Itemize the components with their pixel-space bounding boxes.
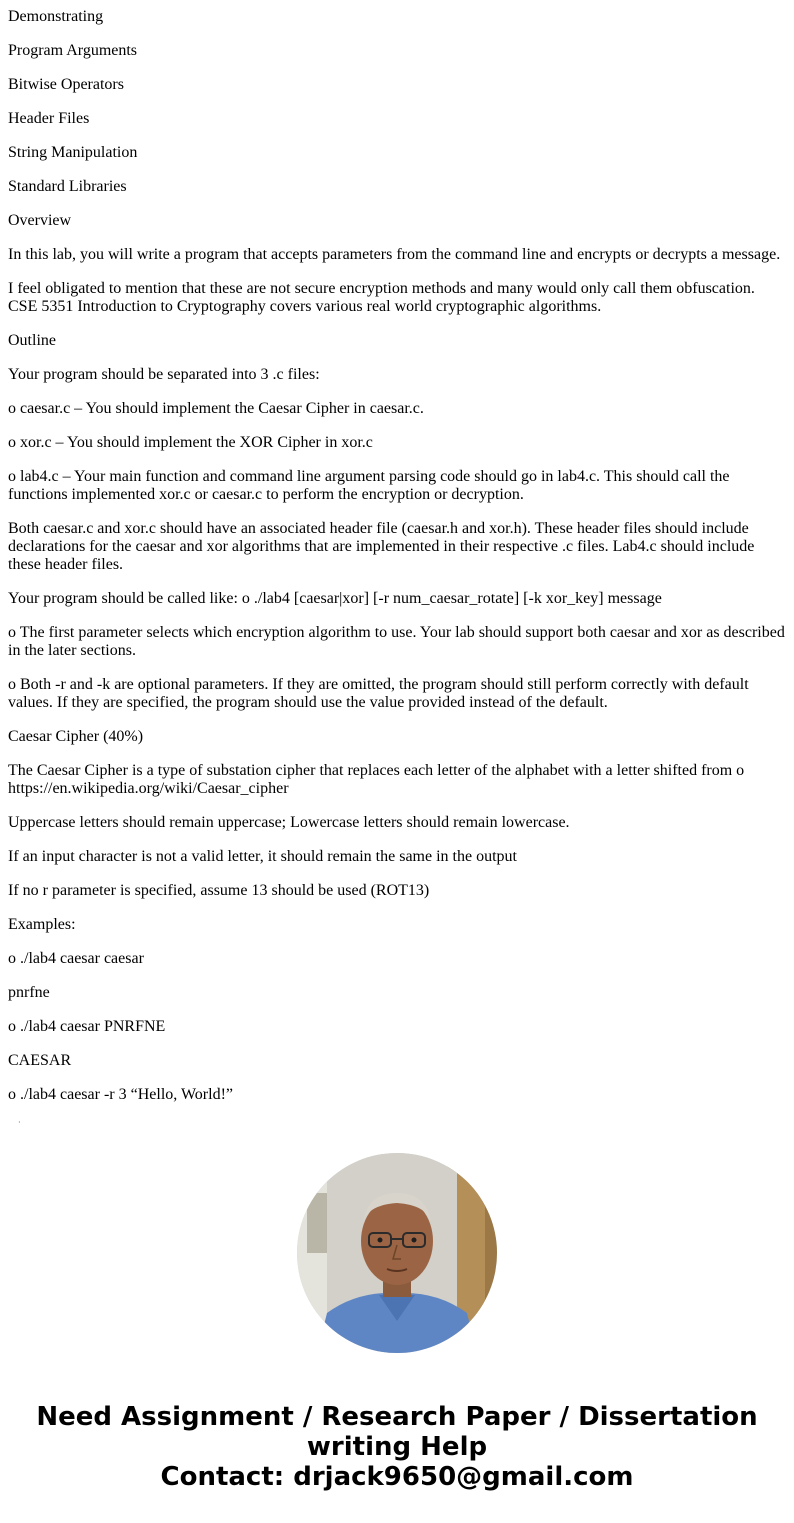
portrait-photo bbox=[297, 1153, 497, 1353]
example-command: o ./lab4 caesar PNRFNE bbox=[8, 1018, 166, 1035]
paragraph: Your program should be separated into 3 .c files: bbox=[8, 366, 320, 383]
paragraph: Demonstrating bbox=[8, 8, 104, 25]
paragraph: I feel obligated to mention that these are not secure encryption methods and many would only call them obfuscation. CSE 5351 Introduction to Cryptography covers various real world cryptographic algorithms. bbox=[8, 280, 755, 315]
list-item: o Both -r and -k are optional parameters. If they are omitted, the program should still perform correctly with default values. If they are specified, the program should use the value provided instead of the default. bbox=[8, 676, 749, 711]
paragraph: The Caesar Cipher is a type of substation cipher that replaces each letter of the alphabet with a letter shifted from o https://en.wikipedia.org/wiki/Caesar_cipher bbox=[8, 762, 745, 797]
truncated-text-fragment: · bbox=[18, 1118, 21, 1127]
paragraph: If no r parameter is specified, assume 13 should be used (ROT13) bbox=[8, 882, 430, 899]
avatar bbox=[297, 1153, 497, 1353]
paragraph: String Manipulation bbox=[8, 144, 138, 161]
example-output: pnrfne bbox=[8, 984, 50, 1001]
paragraph: If an input character is not a valid letter, it should remain the same in the output bbox=[8, 848, 517, 865]
banner-contact-email: Contact: drjack9650@gmail.com bbox=[160, 1462, 634, 1492]
paragraph: Header Files bbox=[8, 110, 90, 127]
paragraph: Examples: bbox=[8, 916, 76, 933]
example-output: CAESAR bbox=[8, 1052, 72, 1069]
banner-line-2: writing Help bbox=[306, 1432, 488, 1462]
paragraph: Your program should be called like: o ./lab4 [caesar|xor] [-r num_caesar_rotate] [-k xor_key] message bbox=[8, 590, 662, 607]
paragraph: Both caesar.c and xor.c should have an associated header file (caesar.h and xor.h). These header files should include declarations for the caesar and xor algorithms that are implemented in their respective .c files. Lab4.c should include these header files. bbox=[8, 520, 755, 573]
banner-line-1: Need Assignment / Research Paper / Dissertation bbox=[36, 1402, 758, 1432]
section-heading-caesar: Caesar Cipher (40%) bbox=[8, 728, 144, 745]
section-heading-outline: Outline bbox=[8, 332, 56, 349]
document-body bbox=[8, 0, 788, 1120]
example-command: o ./lab4 caesar caesar bbox=[8, 950, 144, 967]
section-heading-overview: Overview bbox=[8, 212, 72, 229]
paragraph: Standard Libraries bbox=[8, 178, 127, 195]
paragraph: Program Arguments bbox=[8, 42, 138, 59]
list-item: o xor.c – You should implement the XOR Cipher in xor.c bbox=[8, 434, 373, 451]
example-command: o ./lab4 caesar -r 3 “Hello, World!” bbox=[8, 1086, 233, 1103]
paragraph: Bitwise Operators bbox=[8, 76, 124, 93]
list-item: o The first parameter selects which encryption algorithm to use. Your lab should support both caesar and xor as described in the later sections. bbox=[8, 624, 785, 659]
list-item: o caesar.c – You should implement the Caesar Cipher in caesar.c. bbox=[8, 400, 424, 417]
contact-banner bbox=[0, 1402, 794, 1492]
paragraph: In this lab, you will write a program that accepts parameters from the command line and encrypts or decrypts a message. bbox=[8, 246, 781, 263]
list-item: o lab4.c – Your main function and command line argument parsing code should go in lab4.c. This should call the functions implemented xor.c or caesar.c to perform the encryption or decryption. bbox=[8, 468, 730, 503]
paragraph: Uppercase letters should remain uppercase; Lowercase letters should remain lowercase. bbox=[8, 814, 570, 831]
